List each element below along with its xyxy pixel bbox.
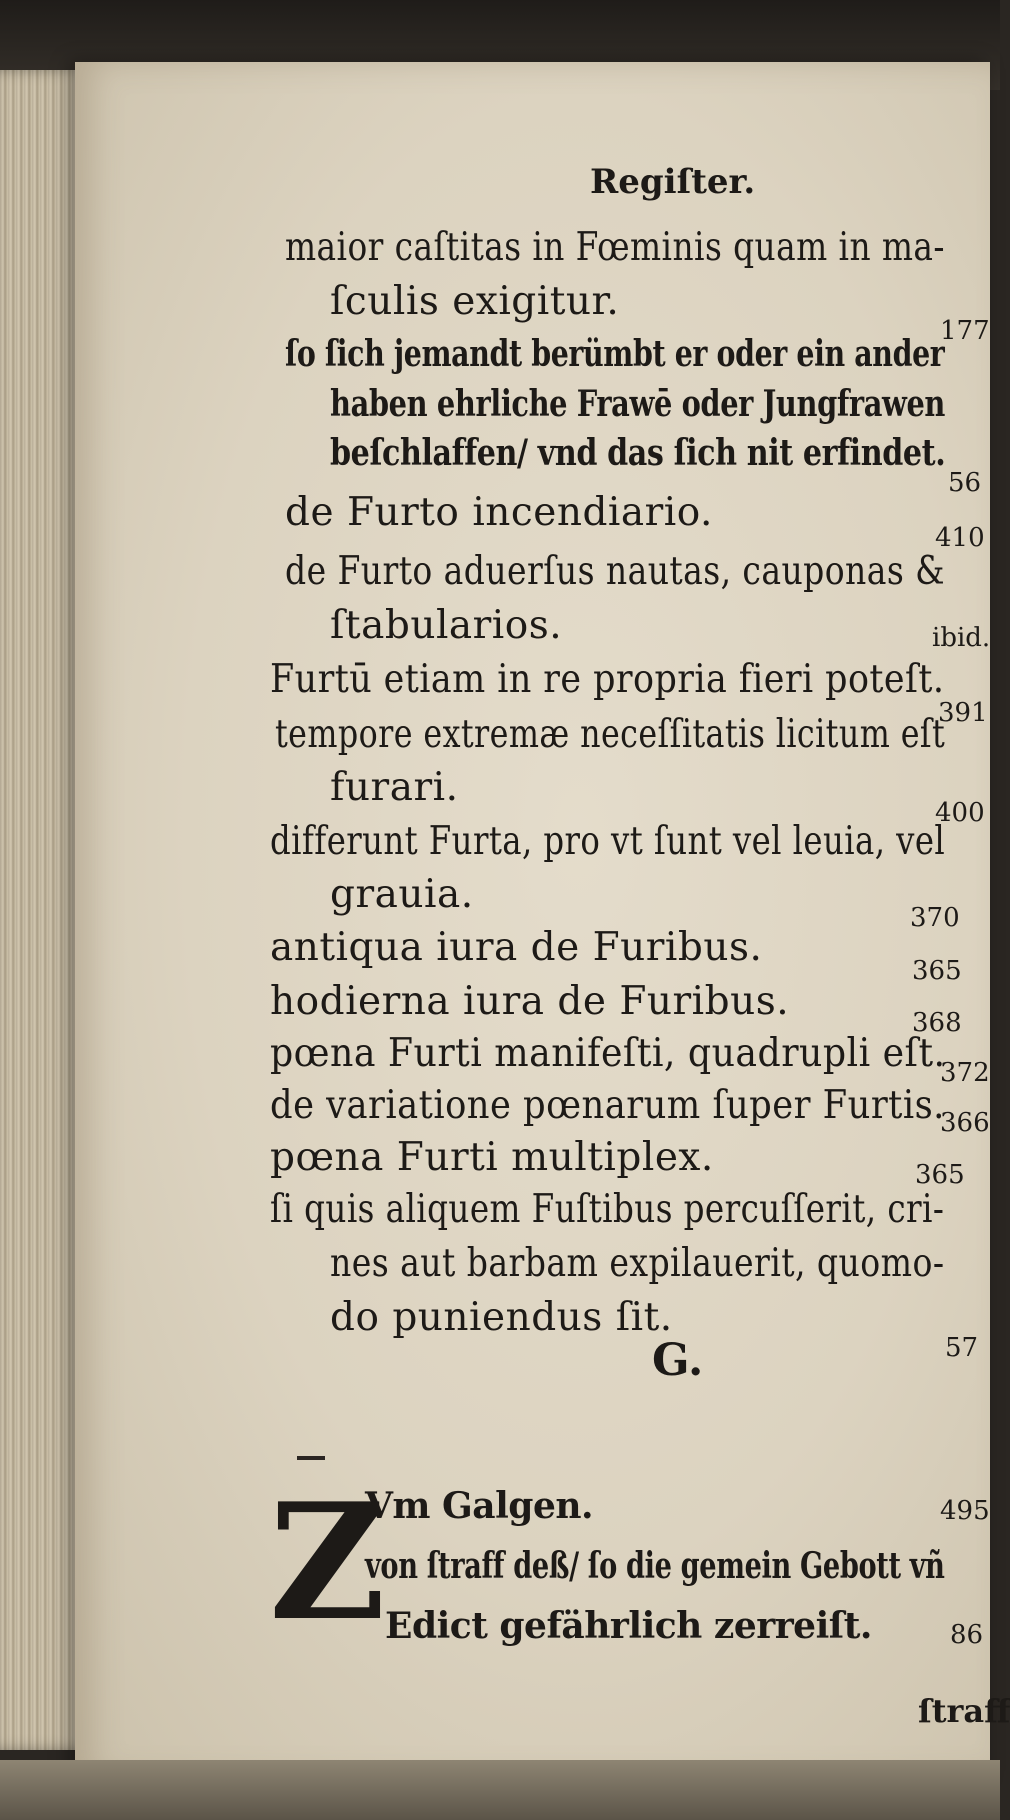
entries-entry-12-line-1: nes aut barbam expilauerit, quomo- [330, 1241, 945, 1286]
entries-entry-7-line-0: antiqua iura de Furibus. [270, 925, 763, 970]
section-letter: G. [652, 1335, 704, 1386]
entries-entry-11-page-ref: 365 [915, 1160, 965, 1190]
entries-entry-4-line-0: Furtū etiam in re propria fieri poteſt. [270, 657, 945, 702]
entries-entry-7-page-ref: 365 [912, 956, 962, 986]
entries-entry-6-line-0: differunt Furta, pro vt ſunt vel leuia, vel [270, 819, 946, 864]
entries-entry-8-page-ref: 368 [912, 1008, 962, 1038]
entries-entry-1-line-2: beſchlaffen/ vnd das ſich nit erfindet. [330, 432, 946, 474]
entries-entry-4-page-ref: 391 [938, 698, 988, 728]
entries-entry-3-line-0: de Furto aduerſus nautas, cauponas & [285, 549, 945, 594]
entries-entry-2-line-0: de Furto incendiario. [285, 490, 713, 535]
entries-entry-3-page-ref: ibid. [932, 623, 991, 653]
g_entries-entry-0-page-ref: 495 [940, 1496, 990, 1526]
entries-entry-1-line-0: ſo ſich jemandt berümbt er oder ein ander [285, 333, 945, 375]
entries-entry-0-line-1: ſculis exigitur. [330, 279, 620, 324]
dropcap-z [265, 1468, 386, 1656]
entries-entry-3-line-1: ſtabularios. [330, 603, 563, 648]
entries-entry-5-page-ref: 400 [935, 798, 985, 828]
entries-entry-12-line-2: do puniendus ſit. [330, 1295, 673, 1340]
g_entries-entry-0-line-0: Vm Galgen. [365, 1485, 594, 1527]
entries-entry-10-page-ref: 366 [940, 1108, 990, 1138]
entries-entry-1-line-1: haben ehrliche Frawē oder Jungfrawen [330, 383, 946, 425]
g_entries-entry-1-line-1: Edict gefährlich zerreiſt. [385, 1605, 872, 1647]
entries-entry-12-line-0: ſi quis aliquem Fuſtibus percuſſerit, cri- [270, 1187, 945, 1232]
g_entries-entry-1-page-ref: 86 [950, 1620, 984, 1650]
entries-entry-5-line-0: tempore extremæ neceſſitatis licitum eſt [275, 712, 946, 757]
divider-dash [297, 1456, 325, 1460]
entries-entry-2-page-ref: 410 [935, 523, 985, 553]
entries-entry-8-line-0: hodierna iura de Furibus. [270, 979, 790, 1024]
entries-entry-0-page-ref: 177 [940, 316, 990, 346]
entries-entry-9-page-ref: 372 [940, 1058, 990, 1088]
entries-entry-11-line-0: pœna Furti multiplex. [270, 1135, 714, 1180]
entries-entry-12-page-ref: 57 [945, 1333, 979, 1363]
entries-entry-10-line-0: de variatione pœnarum ſuper Furtis. [270, 1083, 945, 1128]
entries-entry-1-page-ref: 56 [948, 468, 982, 498]
entries-entry-0-line-0: maior caſtitas in Fœminis quam in ma- [285, 225, 945, 270]
entries-entry-6-line-1: grauia. [330, 872, 474, 917]
catchword: ſtraff [918, 1692, 1010, 1730]
entries-entry-6-page-ref: 370 [910, 903, 960, 933]
page-header: Regiſter. [590, 162, 756, 202]
entries-entry-9-line-0: pœna Furti manifeſti, quadrupli eſt. [270, 1031, 946, 1076]
entries-entry-5-line-1: furari. [330, 765, 459, 810]
g_entries-entry-1-line-0: von ſtraff deß/ ſo die gemein Gebott vñ [365, 1545, 945, 1587]
bottom-edge [0, 1760, 1000, 1820]
dropcap-letter: Z [269, 1468, 386, 1656]
